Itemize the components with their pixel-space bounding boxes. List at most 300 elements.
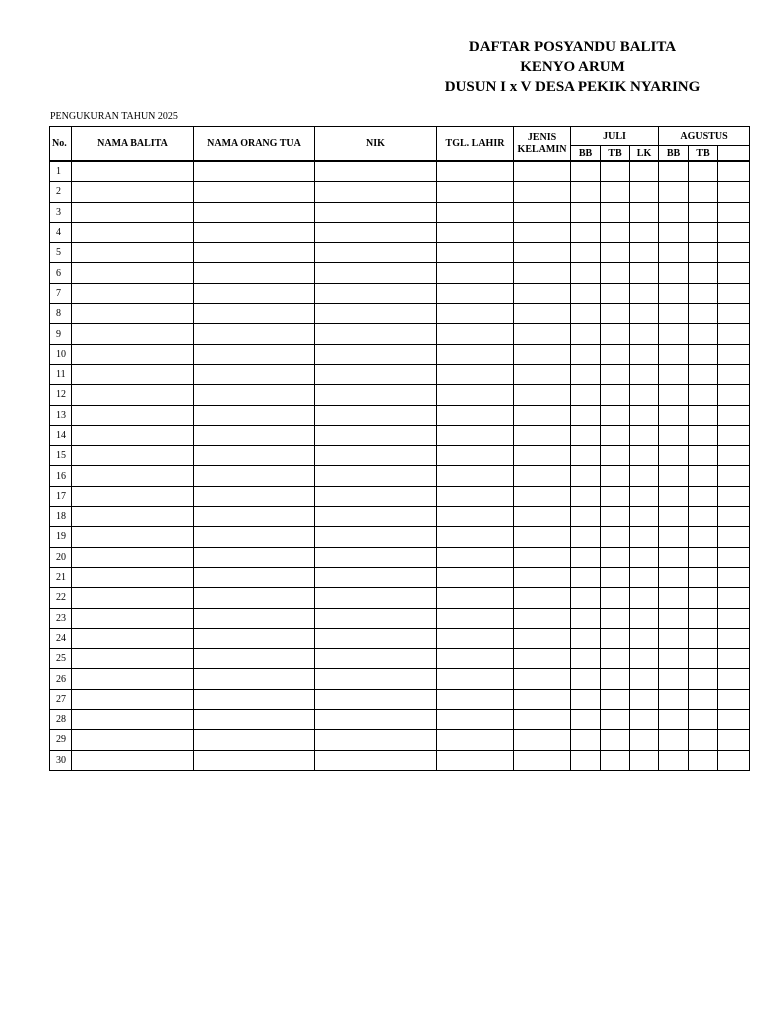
cell-nik[interactable] (315, 304, 437, 324)
cell-nik[interactable] (315, 182, 437, 202)
cell-nama-orang-tua[interactable] (194, 263, 315, 283)
cell-agustus-extra[interactable] (718, 669, 750, 689)
cell-jenis-kelamin[interactable] (514, 669, 571, 689)
cell-nik[interactable] (315, 486, 437, 506)
cell-tgl-lahir[interactable] (437, 385, 514, 405)
cell-jenis-kelamin[interactable] (514, 304, 571, 324)
cell-jenis-kelamin[interactable] (514, 161, 571, 182)
cell-tgl-lahir[interactable] (437, 669, 514, 689)
cell-tgl-lahir[interactable] (437, 527, 514, 547)
cell-jenis-kelamin[interactable] (514, 567, 571, 587)
cell-nama-balita[interactable] (72, 466, 194, 486)
cell-agustus-extra[interactable] (718, 507, 750, 527)
cell-agustus-bb[interactable] (659, 385, 689, 405)
cell-juli-lk[interactable] (630, 649, 659, 669)
cell-agustus-extra[interactable] (718, 283, 750, 303)
cell-nama-orang-tua[interactable] (194, 385, 315, 405)
cell-jenis-kelamin[interactable] (514, 608, 571, 628)
cell-nama-balita[interactable] (72, 446, 194, 466)
cell-juli-bb[interactable] (571, 669, 601, 689)
cell-jenis-kelamin[interactable] (514, 527, 571, 547)
cell-juli-tb[interactable] (601, 324, 630, 344)
cell-nama-orang-tua[interactable] (194, 161, 315, 182)
cell-agustus-tb[interactable] (689, 202, 718, 222)
cell-juli-tb[interactable] (601, 283, 630, 303)
cell-juli-lk[interactable] (630, 161, 659, 182)
cell-juli-lk[interactable] (630, 324, 659, 344)
cell-nik[interactable] (315, 425, 437, 445)
cell-agustus-tb[interactable] (689, 182, 718, 202)
cell-juli-bb[interactable] (571, 567, 601, 587)
cell-juli-lk[interactable] (630, 304, 659, 324)
cell-jenis-kelamin[interactable] (514, 202, 571, 222)
cell-agustus-extra[interactable] (718, 405, 750, 425)
cell-tgl-lahir[interactable] (437, 161, 514, 182)
cell-agustus-extra[interactable] (718, 689, 750, 709)
cell-agustus-tb[interactable] (689, 669, 718, 689)
cell-agustus-bb[interactable] (659, 608, 689, 628)
cell-agustus-extra[interactable] (718, 364, 750, 384)
cell-juli-tb[interactable] (601, 161, 630, 182)
cell-jenis-kelamin[interactable] (514, 507, 571, 527)
cell-agustus-bb[interactable] (659, 649, 689, 669)
cell-juli-bb[interactable] (571, 182, 601, 202)
cell-agustus-extra[interactable] (718, 202, 750, 222)
cell-agustus-bb[interactable] (659, 425, 689, 445)
cell-nama-orang-tua[interactable] (194, 446, 315, 466)
cell-agustus-tb[interactable] (689, 608, 718, 628)
cell-agustus-extra[interactable] (718, 750, 750, 770)
cell-tgl-lahir[interactable] (437, 466, 514, 486)
cell-juli-lk[interactable] (630, 425, 659, 445)
cell-nama-balita[interactable] (72, 283, 194, 303)
cell-juli-bb[interactable] (571, 161, 601, 182)
cell-nik[interactable] (315, 324, 437, 344)
cell-agustus-tb[interactable] (689, 628, 718, 648)
cell-nik[interactable] (315, 283, 437, 303)
cell-nik[interactable] (315, 628, 437, 648)
cell-juli-bb[interactable] (571, 283, 601, 303)
cell-juli-lk[interactable] (630, 689, 659, 709)
cell-agustus-tb[interactable] (689, 385, 718, 405)
cell-agustus-tb[interactable] (689, 425, 718, 445)
cell-agustus-bb[interactable] (659, 283, 689, 303)
cell-nik[interactable] (315, 243, 437, 263)
cell-tgl-lahir[interactable] (437, 222, 514, 242)
cell-jenis-kelamin[interactable] (514, 466, 571, 486)
cell-nama-balita[interactable] (72, 324, 194, 344)
cell-nik[interactable] (315, 750, 437, 770)
cell-agustus-bb[interactable] (659, 466, 689, 486)
cell-nama-orang-tua[interactable] (194, 628, 315, 648)
cell-tgl-lahir[interactable] (437, 283, 514, 303)
cell-agustus-tb[interactable] (689, 222, 718, 242)
cell-juli-tb[interactable] (601, 385, 630, 405)
cell-juli-lk[interactable] (630, 730, 659, 750)
cell-tgl-lahir[interactable] (437, 710, 514, 730)
cell-nama-balita[interactable] (72, 628, 194, 648)
cell-juli-bb[interactable] (571, 547, 601, 567)
cell-juli-bb[interactable] (571, 466, 601, 486)
cell-nik[interactable] (315, 710, 437, 730)
cell-nama-orang-tua[interactable] (194, 222, 315, 242)
cell-juli-tb[interactable] (601, 405, 630, 425)
cell-tgl-lahir[interactable] (437, 567, 514, 587)
cell-nama-balita[interactable] (72, 202, 194, 222)
cell-agustus-bb[interactable] (659, 344, 689, 364)
cell-agustus-tb[interactable] (689, 507, 718, 527)
cell-juli-lk[interactable] (630, 750, 659, 770)
cell-agustus-bb[interactable] (659, 689, 689, 709)
cell-nama-orang-tua[interactable] (194, 507, 315, 527)
cell-nama-balita[interactable] (72, 344, 194, 364)
cell-agustus-bb[interactable] (659, 750, 689, 770)
cell-juli-tb[interactable] (601, 344, 630, 364)
cell-agustus-extra[interactable] (718, 263, 750, 283)
cell-nama-balita[interactable] (72, 689, 194, 709)
cell-agustus-bb[interactable] (659, 182, 689, 202)
cell-jenis-kelamin[interactable] (514, 446, 571, 466)
cell-tgl-lahir[interactable] (437, 608, 514, 628)
cell-nama-balita[interactable] (72, 486, 194, 506)
cell-jenis-kelamin[interactable] (514, 405, 571, 425)
cell-nama-balita[interactable] (72, 364, 194, 384)
cell-juli-tb[interactable] (601, 750, 630, 770)
cell-agustus-bb[interactable] (659, 222, 689, 242)
cell-nama-orang-tua[interactable] (194, 689, 315, 709)
cell-nik[interactable] (315, 730, 437, 750)
cell-agustus-tb[interactable] (689, 161, 718, 182)
cell-nama-orang-tua[interactable] (194, 567, 315, 587)
cell-agustus-extra[interactable] (718, 730, 750, 750)
cell-nik[interactable] (315, 222, 437, 242)
cell-agustus-bb[interactable] (659, 547, 689, 567)
cell-agustus-extra[interactable] (718, 222, 750, 242)
cell-tgl-lahir[interactable] (437, 405, 514, 425)
cell-juli-lk[interactable] (630, 364, 659, 384)
cell-agustus-extra[interactable] (718, 304, 750, 324)
cell-agustus-tb[interactable] (689, 466, 718, 486)
cell-agustus-bb[interactable] (659, 304, 689, 324)
cell-nama-balita[interactable] (72, 588, 194, 608)
cell-nama-orang-tua[interactable] (194, 608, 315, 628)
cell-nik[interactable] (315, 263, 437, 283)
cell-nama-balita[interactable] (72, 710, 194, 730)
cell-juli-bb[interactable] (571, 202, 601, 222)
cell-juli-tb[interactable] (601, 588, 630, 608)
cell-tgl-lahir[interactable] (437, 588, 514, 608)
cell-jenis-kelamin[interactable] (514, 689, 571, 709)
cell-nik[interactable] (315, 161, 437, 182)
cell-agustus-bb[interactable] (659, 730, 689, 750)
cell-juli-lk[interactable] (630, 710, 659, 730)
cell-juli-tb[interactable] (601, 710, 630, 730)
cell-tgl-lahir[interactable] (437, 243, 514, 263)
cell-nik[interactable] (315, 344, 437, 364)
cell-juli-tb[interactable] (601, 689, 630, 709)
cell-tgl-lahir[interactable] (437, 547, 514, 567)
cell-jenis-kelamin[interactable] (514, 649, 571, 669)
cell-juli-lk[interactable] (630, 588, 659, 608)
cell-nama-balita[interactable] (72, 649, 194, 669)
cell-agustus-extra[interactable] (718, 324, 750, 344)
cell-agustus-bb[interactable] (659, 710, 689, 730)
cell-juli-tb[interactable] (601, 649, 630, 669)
cell-juli-bb[interactable] (571, 507, 601, 527)
cell-juli-tb[interactable] (601, 486, 630, 506)
cell-agustus-extra[interactable] (718, 486, 750, 506)
cell-jenis-kelamin[interactable] (514, 222, 571, 242)
cell-agustus-tb[interactable] (689, 710, 718, 730)
cell-nik[interactable] (315, 567, 437, 587)
cell-nik[interactable] (315, 507, 437, 527)
cell-jenis-kelamin[interactable] (514, 486, 571, 506)
cell-juli-bb[interactable] (571, 588, 601, 608)
cell-tgl-lahir[interactable] (437, 344, 514, 364)
cell-tgl-lahir[interactable] (437, 750, 514, 770)
cell-agustus-extra[interactable] (718, 425, 750, 445)
cell-nama-orang-tua[interactable] (194, 202, 315, 222)
cell-agustus-tb[interactable] (689, 750, 718, 770)
cell-juli-bb[interactable] (571, 405, 601, 425)
cell-agustus-tb[interactable] (689, 324, 718, 344)
cell-jenis-kelamin[interactable] (514, 385, 571, 405)
cell-agustus-bb[interactable] (659, 588, 689, 608)
cell-nama-orang-tua[interactable] (194, 466, 315, 486)
cell-juli-lk[interactable] (630, 608, 659, 628)
cell-juli-tb[interactable] (601, 222, 630, 242)
cell-juli-lk[interactable] (630, 283, 659, 303)
cell-juli-tb[interactable] (601, 182, 630, 202)
cell-juli-tb[interactable] (601, 304, 630, 324)
cell-juli-bb[interactable] (571, 446, 601, 466)
cell-agustus-extra[interactable] (718, 446, 750, 466)
cell-juli-bb[interactable] (571, 222, 601, 242)
cell-juli-lk[interactable] (630, 385, 659, 405)
cell-juli-lk[interactable] (630, 446, 659, 466)
cell-nama-balita[interactable] (72, 182, 194, 202)
cell-nama-balita[interactable] (72, 669, 194, 689)
cell-nama-balita[interactable] (72, 385, 194, 405)
cell-agustus-tb[interactable] (689, 283, 718, 303)
cell-agustus-extra[interactable] (718, 588, 750, 608)
cell-nik[interactable] (315, 446, 437, 466)
cell-juli-bb[interactable] (571, 730, 601, 750)
cell-agustus-bb[interactable] (659, 364, 689, 384)
cell-tgl-lahir[interactable] (437, 263, 514, 283)
cell-tgl-lahir[interactable] (437, 182, 514, 202)
cell-juli-bb[interactable] (571, 689, 601, 709)
cell-juli-tb[interactable] (601, 425, 630, 445)
cell-tgl-lahir[interactable] (437, 486, 514, 506)
cell-agustus-tb[interactable] (689, 649, 718, 669)
cell-agustus-tb[interactable] (689, 547, 718, 567)
cell-agustus-extra[interactable] (718, 649, 750, 669)
cell-nik[interactable] (315, 202, 437, 222)
cell-agustus-extra[interactable] (718, 710, 750, 730)
cell-agustus-tb[interactable] (689, 344, 718, 364)
cell-juli-lk[interactable] (630, 507, 659, 527)
cell-juli-lk[interactable] (630, 466, 659, 486)
cell-juli-bb[interactable] (571, 608, 601, 628)
cell-agustus-extra[interactable] (718, 243, 750, 263)
cell-nama-balita[interactable] (72, 750, 194, 770)
cell-nik[interactable] (315, 689, 437, 709)
cell-agustus-tb[interactable] (689, 405, 718, 425)
cell-juli-tb[interactable] (601, 446, 630, 466)
cell-agustus-extra[interactable] (718, 608, 750, 628)
cell-jenis-kelamin[interactable] (514, 588, 571, 608)
cell-nama-balita[interactable] (72, 222, 194, 242)
cell-agustus-extra[interactable] (718, 161, 750, 182)
cell-nama-orang-tua[interactable] (194, 588, 315, 608)
cell-nik[interactable] (315, 385, 437, 405)
cell-nik[interactable] (315, 669, 437, 689)
cell-juli-lk[interactable] (630, 628, 659, 648)
cell-nama-balita[interactable] (72, 263, 194, 283)
cell-agustus-bb[interactable] (659, 446, 689, 466)
cell-tgl-lahir[interactable] (437, 730, 514, 750)
cell-nik[interactable] (315, 364, 437, 384)
cell-juli-tb[interactable] (601, 263, 630, 283)
cell-nik[interactable] (315, 649, 437, 669)
cell-nama-orang-tua[interactable] (194, 283, 315, 303)
cell-agustus-extra[interactable] (718, 567, 750, 587)
cell-jenis-kelamin[interactable] (514, 750, 571, 770)
cell-nik[interactable] (315, 405, 437, 425)
cell-agustus-bb[interactable] (659, 161, 689, 182)
cell-agustus-bb[interactable] (659, 669, 689, 689)
cell-juli-bb[interactable] (571, 710, 601, 730)
cell-juli-lk[interactable] (630, 263, 659, 283)
cell-juli-lk[interactable] (630, 567, 659, 587)
cell-agustus-bb[interactable] (659, 263, 689, 283)
cell-juli-tb[interactable] (601, 364, 630, 384)
cell-tgl-lahir[interactable] (437, 507, 514, 527)
cell-nama-orang-tua[interactable] (194, 364, 315, 384)
cell-agustus-tb[interactable] (689, 527, 718, 547)
cell-jenis-kelamin[interactable] (514, 628, 571, 648)
cell-nama-orang-tua[interactable] (194, 344, 315, 364)
cell-agustus-tb[interactable] (689, 243, 718, 263)
cell-nama-balita[interactable] (72, 507, 194, 527)
cell-agustus-tb[interactable] (689, 263, 718, 283)
cell-agustus-tb[interactable] (689, 486, 718, 506)
cell-agustus-bb[interactable] (659, 628, 689, 648)
cell-juli-tb[interactable] (601, 608, 630, 628)
cell-nama-orang-tua[interactable] (194, 527, 315, 547)
cell-juli-tb[interactable] (601, 547, 630, 567)
cell-nama-balita[interactable] (72, 547, 194, 567)
cell-agustus-extra[interactable] (718, 527, 750, 547)
cell-juli-tb[interactable] (601, 628, 630, 648)
cell-juli-lk[interactable] (630, 527, 659, 547)
cell-tgl-lahir[interactable] (437, 324, 514, 344)
cell-juli-lk[interactable] (630, 344, 659, 364)
cell-juli-bb[interactable] (571, 649, 601, 669)
cell-agustus-tb[interactable] (689, 304, 718, 324)
cell-nama-orang-tua[interactable] (194, 669, 315, 689)
cell-juli-bb[interactable] (571, 425, 601, 445)
cell-jenis-kelamin[interactable] (514, 344, 571, 364)
cell-agustus-tb[interactable] (689, 588, 718, 608)
cell-agustus-bb[interactable] (659, 567, 689, 587)
cell-nama-orang-tua[interactable] (194, 425, 315, 445)
cell-juli-lk[interactable] (630, 243, 659, 263)
cell-juli-bb[interactable] (571, 385, 601, 405)
cell-juli-lk[interactable] (630, 405, 659, 425)
cell-tgl-lahir[interactable] (437, 425, 514, 445)
cell-agustus-bb[interactable] (659, 486, 689, 506)
cell-agustus-tb[interactable] (689, 364, 718, 384)
cell-juli-bb[interactable] (571, 263, 601, 283)
cell-agustus-bb[interactable] (659, 507, 689, 527)
cell-juli-tb[interactable] (601, 466, 630, 486)
cell-nama-orang-tua[interactable] (194, 182, 315, 202)
cell-juli-bb[interactable] (571, 243, 601, 263)
cell-agustus-extra[interactable] (718, 385, 750, 405)
cell-nama-orang-tua[interactable] (194, 710, 315, 730)
cell-jenis-kelamin[interactable] (514, 425, 571, 445)
cell-juli-lk[interactable] (630, 486, 659, 506)
cell-nik[interactable] (315, 547, 437, 567)
cell-agustus-extra[interactable] (718, 547, 750, 567)
cell-nama-orang-tua[interactable] (194, 649, 315, 669)
cell-jenis-kelamin[interactable] (514, 243, 571, 263)
cell-agustus-tb[interactable] (689, 689, 718, 709)
cell-nama-balita[interactable] (72, 161, 194, 182)
cell-nama-orang-tua[interactable] (194, 405, 315, 425)
cell-juli-tb[interactable] (601, 243, 630, 263)
cell-nama-balita[interactable] (72, 425, 194, 445)
cell-juli-lk[interactable] (630, 182, 659, 202)
cell-agustus-bb[interactable] (659, 243, 689, 263)
cell-juli-bb[interactable] (571, 628, 601, 648)
cell-juli-lk[interactable] (630, 669, 659, 689)
cell-agustus-extra[interactable] (718, 182, 750, 202)
cell-tgl-lahir[interactable] (437, 202, 514, 222)
cell-nama-orang-tua[interactable] (194, 486, 315, 506)
cell-nik[interactable] (315, 608, 437, 628)
cell-juli-bb[interactable] (571, 364, 601, 384)
cell-nik[interactable] (315, 466, 437, 486)
cell-jenis-kelamin[interactable] (514, 263, 571, 283)
cell-juli-bb[interactable] (571, 486, 601, 506)
cell-agustus-bb[interactable] (659, 324, 689, 344)
cell-jenis-kelamin[interactable] (514, 547, 571, 567)
cell-jenis-kelamin[interactable] (514, 283, 571, 303)
cell-tgl-lahir[interactable] (437, 689, 514, 709)
cell-tgl-lahir[interactable] (437, 364, 514, 384)
cell-juli-tb[interactable] (601, 669, 630, 689)
cell-nama-balita[interactable] (72, 608, 194, 628)
cell-juli-lk[interactable] (630, 547, 659, 567)
cell-agustus-extra[interactable] (718, 466, 750, 486)
cell-juli-bb[interactable] (571, 344, 601, 364)
cell-agustus-tb[interactable] (689, 446, 718, 466)
cell-juli-tb[interactable] (601, 567, 630, 587)
cell-juli-bb[interactable] (571, 324, 601, 344)
cell-juli-tb[interactable] (601, 730, 630, 750)
cell-juli-lk[interactable] (630, 222, 659, 242)
cell-nik[interactable] (315, 588, 437, 608)
cell-jenis-kelamin[interactable] (514, 324, 571, 344)
cell-nama-balita[interactable] (72, 730, 194, 750)
cell-agustus-tb[interactable] (689, 730, 718, 750)
cell-nama-balita[interactable] (72, 243, 194, 263)
cell-nama-orang-tua[interactable] (194, 750, 315, 770)
cell-nama-balita[interactable] (72, 304, 194, 324)
